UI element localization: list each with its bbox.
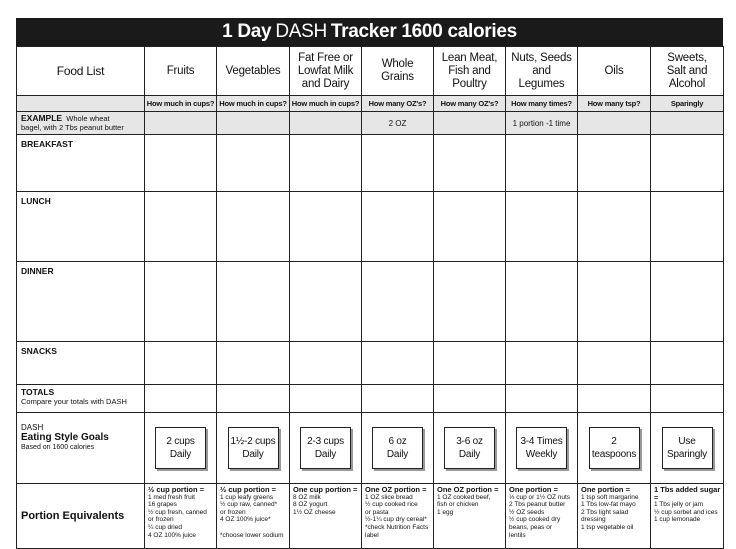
input-cell[interactable] [434, 192, 506, 262]
example-meat [434, 112, 506, 135]
snacks-label: SNACKS [17, 342, 145, 385]
portion-line: 2 Tbs light salad [581, 508, 629, 516]
breakfast-row [17, 135, 724, 192]
portion-line: 8 OZ milk [293, 493, 321, 501]
col-header-sweets: Sweets, Salt and Alcohol [651, 47, 724, 96]
input-cell[interactable] [578, 192, 651, 262]
portion-head: ½ cup portion = [148, 485, 205, 494]
input-cell[interactable] [217, 385, 290, 413]
goal-cell-dairy [290, 413, 362, 484]
portion-line: 1 Tbs jelly or jam [654, 501, 704, 509]
portion-cell [217, 484, 290, 549]
goal-box: 3-6 oz Daily [444, 427, 495, 469]
goal-box: 6 oz Daily [372, 427, 423, 469]
breakfast-label: BREAKFAST [17, 135, 145, 192]
portion-line: or frozen [220, 508, 246, 516]
header-row [17, 47, 724, 96]
input-cell[interactable] [578, 135, 651, 192]
input-cell[interactable] [434, 385, 506, 413]
example-vegetables [217, 112, 290, 135]
portion-line: ½ cup fresh, canned [148, 508, 207, 516]
input-cell[interactable] [217, 262, 290, 342]
portion-line: ½ cup cooked dry [509, 516, 561, 524]
title-suffix: Tracker 1600 calories [330, 21, 517, 42]
input-cell[interactable] [506, 385, 578, 413]
dinner-row [17, 262, 724, 342]
goal-cell-oils [578, 413, 651, 484]
goal-cell-meat [434, 413, 506, 484]
input-cell[interactable] [290, 342, 362, 385]
example-label-cell [17, 112, 145, 135]
portion-head: One OZ portion = [365, 485, 427, 494]
input-cell[interactable] [145, 192, 217, 262]
input-cell[interactable] [434, 135, 506, 192]
input-cell[interactable] [217, 342, 290, 385]
portion-line: or pasta [365, 508, 389, 516]
goals-label-cell [17, 413, 145, 484]
totals-label-cell [17, 385, 145, 413]
unit-grains: How many OZ's? [362, 96, 434, 112]
portion-line: ½-1¼ cup dry cereal* [365, 516, 427, 524]
goal-box: 2 cups Daily [155, 427, 206, 469]
portion-line: 1 tsp vegetable oil [581, 523, 634, 531]
totals-row [17, 385, 724, 413]
input-cell[interactable] [290, 192, 362, 262]
portion-head: One cup portion = [293, 485, 358, 494]
input-cell[interactable] [362, 192, 434, 262]
input-cell[interactable] [578, 342, 651, 385]
input-cell[interactable] [506, 262, 578, 342]
portion-line: 1 cup leafy greens [220, 493, 274, 501]
col-header-dairy: Fat Free or Lowfat Milk and Dairy [290, 47, 362, 96]
portion-line: 1 egg [437, 508, 454, 516]
input-cell[interactable] [506, 135, 578, 192]
example-nuts: 1 portion -1 time [506, 112, 578, 135]
col-header-grains: Whole Grains [362, 47, 434, 96]
input-cell[interactable] [506, 342, 578, 385]
input-cell[interactable] [145, 385, 217, 413]
example-grains: 2 OZ [362, 112, 434, 135]
portion-head: 1 Tbs added sugar = [654, 485, 721, 502]
input-cell[interactable] [651, 342, 724, 385]
portions-row [17, 484, 724, 549]
portion-line: 4 OZ 100% juice [148, 531, 197, 539]
goal-cell-grains [362, 413, 434, 484]
totals-label: TOTALS [21, 387, 55, 397]
input-cell[interactable] [362, 135, 434, 192]
example-oils [578, 112, 651, 135]
portion-line: ½ cup raw, canned* [220, 501, 278, 509]
input-cell[interactable] [290, 262, 362, 342]
input-cell[interactable] [651, 192, 724, 262]
unit-fruits: How much in cups? [145, 96, 217, 112]
portion-cell [506, 484, 578, 549]
input-cell[interactable] [290, 135, 362, 192]
portion-cell [362, 484, 434, 549]
unit-row [17, 96, 724, 112]
col-header-oils: Oils [578, 47, 651, 96]
unit-cell-blank [17, 96, 145, 112]
portion-line: 1 OZ slice bread [365, 493, 413, 501]
input-cell[interactable] [217, 192, 290, 262]
example-sweets [651, 112, 724, 135]
input-cell[interactable] [217, 135, 290, 192]
unit-vegetables: How much in cups? [217, 96, 290, 112]
goal-box: 3-4 Times Weekly [516, 427, 567, 469]
tracker-table [16, 46, 724, 549]
portion-line: 4 OZ 100% juice* [220, 516, 271, 524]
portion-line: lentils [509, 531, 526, 539]
unit-dairy: How much in cups? [290, 96, 362, 112]
portion-line: 1½ OZ cheese [293, 508, 336, 516]
portion-line: ½ cup sorbet and ices [654, 508, 718, 516]
example-dairy [290, 112, 362, 135]
dash-tracker-sheet [16, 18, 723, 539]
portion-line: *choose lower sodium [220, 531, 284, 539]
portion-line: 2 Tbs peanut butter [509, 501, 566, 509]
portion-line: or frozen [148, 516, 174, 524]
col-header-fruits: Fruits [145, 47, 217, 96]
portion-line: ½ cup cooked rice [365, 501, 418, 509]
unit-nuts: How many times? [506, 96, 578, 112]
portion-line: 8 OZ yogurt [293, 501, 328, 509]
portion-line: ½ OZ seeds [509, 508, 545, 516]
goals-row [17, 413, 724, 484]
example-label: EXAMPLE [21, 113, 63, 123]
input-cell[interactable] [290, 385, 362, 413]
input-cell[interactable] [145, 262, 217, 342]
portion-line: dressing [581, 516, 606, 524]
goals-line-1: DASH [21, 423, 44, 432]
portion-line: 1 cup lemonade [654, 516, 701, 524]
unit-sweets: Sparingly [651, 96, 724, 112]
portion-head: One portion = [581, 485, 630, 494]
portion-cell [290, 484, 362, 549]
totals-text: Compare your totals with DASH [21, 397, 127, 406]
input-cell[interactable] [651, 385, 724, 413]
portion-head: One OZ portion = [437, 485, 499, 494]
input-cell[interactable] [362, 342, 434, 385]
portion-cell [145, 484, 217, 549]
input-cell[interactable] [651, 262, 724, 342]
portion-head: One portion = [509, 485, 558, 494]
portion-line: 16 grapes [148, 501, 177, 509]
example-text-1: Whole wheat [66, 114, 110, 123]
title-brand: DASH [275, 21, 327, 42]
portion-line: 1 OZ cooked beef, [437, 493, 491, 501]
input-cell[interactable] [145, 342, 217, 385]
page-title [16, 18, 723, 46]
portion-cell [434, 484, 506, 549]
input-cell[interactable] [578, 385, 651, 413]
example-row [17, 112, 724, 135]
unit-oils: How many tsp? [578, 96, 651, 112]
goal-cell-sweets [651, 413, 724, 484]
input-cell[interactable] [506, 192, 578, 262]
portion-line: beans, peas or [509, 523, 553, 531]
goal-cell-vegetables [217, 413, 290, 484]
goal-cell-nuts [506, 413, 578, 484]
goal-cell-fruits [145, 413, 217, 484]
col-header-nuts: Nuts, Seeds and Legumes [506, 47, 578, 96]
input-cell[interactable] [578, 262, 651, 342]
example-fruits [145, 112, 217, 135]
goal-box: 2 teaspoons [589, 427, 640, 469]
lunch-row [17, 192, 724, 262]
portion-line [220, 524, 289, 532]
col-header-food-list: Food List [17, 47, 145, 96]
portion-cell [651, 484, 724, 549]
goal-box: Use Sparingly [662, 427, 713, 469]
input-cell[interactable] [434, 262, 506, 342]
lunch-label: LUNCH [17, 192, 145, 262]
example-text-2: bagel, with 2 Tbs peanut butter [21, 123, 124, 132]
portion-line: label [365, 531, 379, 539]
goals-line-2: Eating Style Goals [21, 432, 109, 443]
unit-meat: How many OZ's? [434, 96, 506, 112]
input-cell[interactable] [362, 262, 434, 342]
goals-line-3: Based on 1600 calories [21, 444, 95, 451]
portion-line: 1 Tbs low-fat mayo [581, 501, 636, 509]
input-cell[interactable] [434, 342, 506, 385]
portion-line: ⅓ cup or 1½ OZ nuts [509, 493, 571, 501]
portion-cell [578, 484, 651, 549]
snacks-row [17, 342, 724, 385]
portion-line: fish or chicken [437, 501, 479, 509]
input-cell[interactable] [651, 135, 724, 192]
goal-box: 2-3 cups Daily [300, 427, 351, 469]
portions-label: Portion Equivalents [17, 484, 145, 549]
input-cell[interactable] [362, 385, 434, 413]
input-cell[interactable] [145, 135, 217, 192]
portion-line: 1 tsp soft margarine [581, 493, 639, 501]
goal-box: 1½-2 cups Daily [228, 427, 279, 469]
portion-line: ¼ cup dried [148, 523, 182, 531]
portion-line: *check Nutrition Facts [365, 523, 429, 531]
portion-line: 1 med fresh fruit [148, 493, 195, 501]
col-header-vegetables: Vegetables [217, 47, 290, 96]
portion-head: ½ cup portion = [220, 485, 277, 494]
col-header-meat: Lean Meat, Fish and Poultry [434, 47, 506, 96]
title-prefix: 1 Day [222, 21, 272, 42]
dinner-label: DINNER [17, 262, 145, 342]
